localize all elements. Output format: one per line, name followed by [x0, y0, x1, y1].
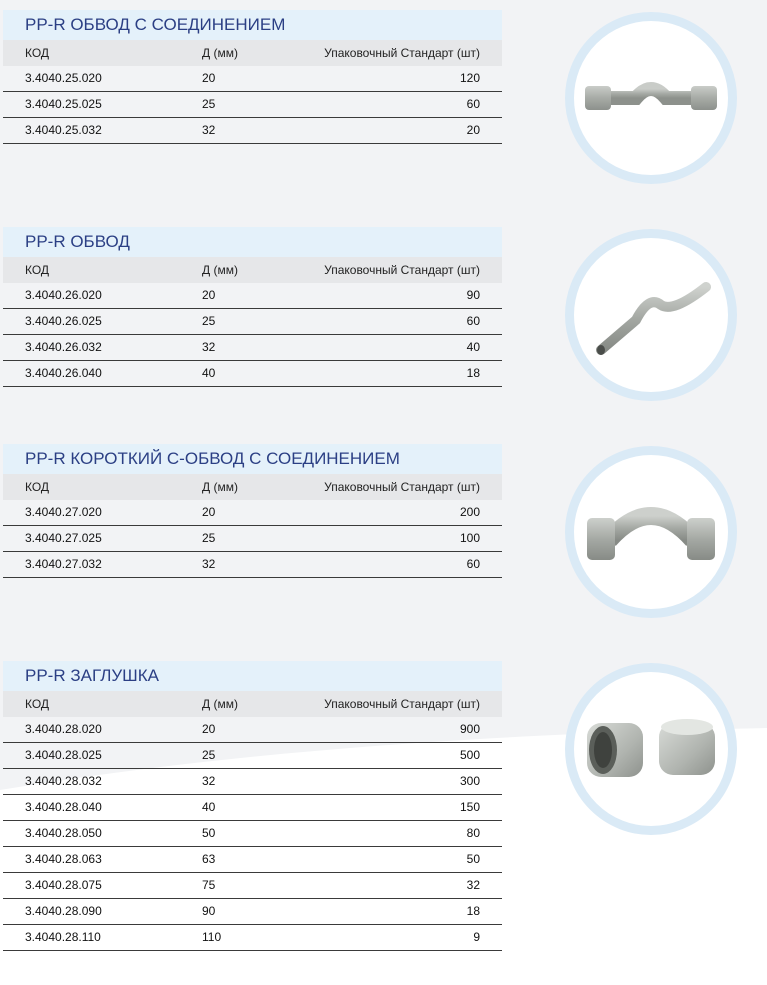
cell-diameter: 25 — [202, 97, 216, 111]
cell-diameter: 20 — [202, 288, 216, 302]
cell-code: 3.4040.28.032 — [25, 774, 102, 788]
cell-diameter: 50 — [202, 826, 216, 840]
cell-qty: 60 — [466, 314, 480, 328]
table-row — [3, 92, 502, 118]
cell-code: 3.4040.28.063 — [25, 852, 102, 866]
product-image-end-cap — [565, 663, 737, 835]
table-row — [3, 500, 502, 526]
crossover-with-sockets-icon — [581, 58, 721, 138]
cell-qty: 9 — [473, 930, 480, 944]
header-code: КОД — [25, 263, 50, 277]
cell-qty: 80 — [466, 826, 480, 840]
section-crossover — [3, 227, 502, 387]
cell-code: 3.4040.28.075 — [25, 878, 102, 892]
cell-qty: 500 — [459, 748, 480, 762]
header-diameter: Д (мм) — [202, 46, 238, 60]
cell-qty: 200 — [459, 505, 480, 519]
cell-diameter: 90 — [202, 904, 216, 918]
table-row — [3, 335, 502, 361]
table-header — [3, 257, 502, 283]
table-row — [3, 925, 502, 951]
cell-qty: 150 — [459, 800, 480, 814]
section-title: PP-R ОБВОД — [3, 227, 502, 257]
table-row — [3, 795, 502, 821]
cell-diameter: 25 — [202, 748, 216, 762]
cell-diameter: 20 — [202, 722, 216, 736]
table-row — [3, 821, 502, 847]
header-package: Упаковочный Стандарт (шт) — [324, 697, 480, 711]
end-cap-icon — [581, 709, 721, 789]
table-row — [3, 899, 502, 925]
cell-code: 3.4040.25.025 — [25, 97, 102, 111]
table-row — [3, 526, 502, 552]
cell-code: 3.4040.26.020 — [25, 288, 102, 302]
product-image-crossover-with-sockets — [565, 12, 737, 184]
cell-code: 3.4040.26.040 — [25, 366, 102, 380]
cell-diameter: 32 — [202, 557, 216, 571]
cell-diameter: 110 — [202, 930, 222, 944]
cell-diameter: 40 — [202, 800, 216, 814]
cell-diameter: 25 — [202, 531, 216, 545]
cell-diameter: 20 — [202, 505, 216, 519]
cell-code: 3.4040.26.032 — [25, 340, 102, 354]
cell-code: 3.4040.27.025 — [25, 531, 102, 545]
header-package: Упаковочный Стандарт (шт) — [324, 46, 480, 60]
section-crossover-with-sockets — [3, 10, 502, 144]
cell-code: 3.4040.27.032 — [25, 557, 102, 571]
table-row — [3, 847, 502, 873]
cell-qty: 120 — [459, 71, 480, 85]
cell-diameter: 25 — [202, 314, 216, 328]
cell-code: 3.4040.28.050 — [25, 826, 102, 840]
table-row — [3, 769, 502, 795]
header-package: Упаковочный Стандарт (шт) — [324, 263, 480, 277]
section-short-crossover — [3, 444, 502, 578]
cell-code: 3.4040.27.020 — [25, 505, 102, 519]
cell-code: 3.4040.28.090 — [25, 904, 102, 918]
cell-diameter: 32 — [202, 774, 216, 788]
cell-qty: 40 — [466, 340, 480, 354]
cell-diameter: 32 — [202, 340, 216, 354]
table-row — [3, 309, 502, 335]
cell-qty: 900 — [459, 722, 480, 736]
product-image-short-crossover — [565, 446, 737, 618]
section-end-cap — [3, 661, 502, 951]
cell-code: 3.4040.25.032 — [25, 123, 102, 137]
crossover-pipe-icon — [581, 265, 721, 365]
section-title: PP-R КОРОТКИЙ С-ОБВОД С СОЕДИНЕНИЕМ — [3, 444, 502, 474]
short-crossover-icon — [581, 492, 721, 572]
header-code: КОД — [25, 697, 50, 711]
cell-qty: 20 — [466, 123, 480, 137]
section-title: PP-R ЗАГЛУШКА — [3, 661, 502, 691]
cell-code: 3.4040.28.020 — [25, 722, 102, 736]
table-row — [3, 717, 502, 743]
cell-qty: 100 — [459, 531, 480, 545]
table-header — [3, 40, 502, 66]
cell-code: 3.4040.25.020 — [25, 71, 102, 85]
cell-qty: 50 — [466, 852, 480, 866]
header-diameter: Д (мм) — [202, 480, 238, 494]
cell-qty: 90 — [466, 288, 480, 302]
cell-diameter: 32 — [202, 123, 216, 137]
cell-diameter: 75 — [202, 878, 216, 892]
table-row — [3, 552, 502, 578]
header-code: КОД — [25, 480, 50, 494]
header-diameter: Д (мм) — [202, 697, 238, 711]
header-code: КОД — [25, 46, 50, 60]
cell-qty: 60 — [466, 557, 480, 571]
cell-code: 3.4040.26.025 — [25, 314, 102, 328]
product-image-crossover — [565, 229, 737, 401]
table-row — [3, 743, 502, 769]
cell-qty: 60 — [466, 97, 480, 111]
cell-diameter: 63 — [202, 852, 216, 866]
table-row — [3, 66, 502, 92]
cell-qty: 300 — [459, 774, 480, 788]
table-header — [3, 691, 502, 717]
table-row — [3, 118, 502, 144]
header-diameter: Д (мм) — [202, 263, 238, 277]
table-row — [3, 283, 502, 309]
table-row — [3, 873, 502, 899]
cell-code: 3.4040.28.040 — [25, 800, 102, 814]
cell-qty: 32 — [466, 878, 480, 892]
cell-diameter: 40 — [202, 366, 216, 380]
cell-qty: 18 — [466, 366, 480, 380]
section-title: PP-R ОБВОД С СОЕДИНЕНИЕМ — [3, 10, 502, 40]
cell-qty: 18 — [466, 904, 480, 918]
cell-diameter: 20 — [202, 71, 216, 85]
cell-code: 3.4040.28.025 — [25, 748, 102, 762]
table-row — [3, 361, 502, 387]
table-header — [3, 474, 502, 500]
cell-code: 3.4040.28.110 — [25, 930, 101, 944]
header-package: Упаковочный Стандарт (шт) — [324, 480, 480, 494]
